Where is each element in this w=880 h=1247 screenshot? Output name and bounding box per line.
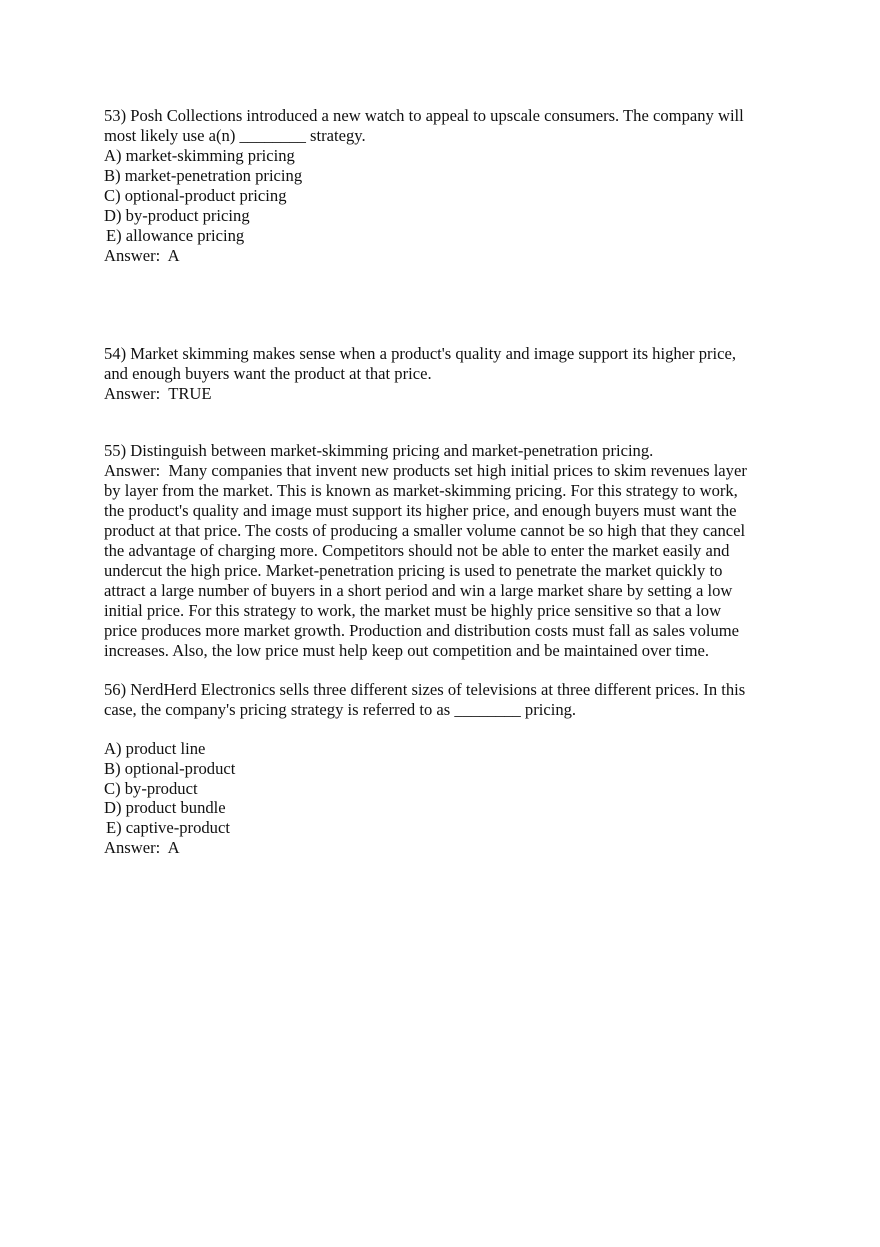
question-56-stem-line-2: case, the company's pricing strategy is referred to as ________ pricing. — [104, 700, 577, 719]
question-55-answer-line-7: attract a large number of buyers in a short period and win a large market share by setting a low — [104, 581, 733, 600]
question-56-answer: Answer: A — [104, 838, 180, 857]
question-53-option-c: C) optional-product pricing — [104, 186, 287, 205]
question-55-answer-line-10: increases. Also, the low price must help keep out competition and be maintained over time. — [104, 641, 710, 660]
question-56-option-e: E) captive-product — [106, 818, 230, 837]
question-53-stem-line-2: most likely use a(n) ________ strategy. — [104, 126, 366, 145]
question-55-answer-line-6: undercut the high price. Market-penetration pricing is used to penetrate the market quickly to — [104, 561, 723, 580]
question-53-option-b: B) market-penetration pricing — [104, 166, 303, 185]
question-55-answer-line-5: the advantage of charging more. Competitors should not be able to enter the market easily and — [104, 541, 730, 560]
question-55-answer-line-8: initial price. For this strategy to work, the market must be highly price sensitive so that a low — [104, 601, 722, 620]
question-53-option-a: A) market-skimming pricing — [104, 146, 295, 165]
question-54-answer: Answer: TRUE — [104, 384, 212, 403]
question-53-option-d: D) by-product pricing — [104, 206, 250, 225]
question-56-option-a: A) product line — [104, 739, 206, 758]
question-53-option-e: E) allowance pricing — [106, 226, 245, 245]
question-55-answer-line-1: Answer: Many companies that invent new products set high initial prices to skim revenues layer — [104, 461, 747, 480]
question-53-stem-line-1: 53) Posh Collections introduced a new watch to appeal to upscale consumers. The company will — [104, 106, 744, 125]
question-55-answer-line-4: product at that price. The costs of producing a smaller volume cannot be so high that they cancel — [104, 521, 746, 540]
question-56-option-d: D) product bundle — [104, 798, 226, 817]
question-55-answer-line-9: price produces more market growth. Production and distribution costs must fall as sales volume — [104, 621, 740, 640]
question-55-stem: 55) Distinguish between market-skimming pricing and market-penetration pricing. — [104, 441, 654, 460]
question-54-stem-line-2: and enough buyers want the product at that price. — [104, 364, 432, 383]
question-56-option-b: B) optional-product — [104, 759, 236, 778]
question-54-stem-line-1: 54) Market skimming makes sense when a product's quality and image support its higher price, — [104, 344, 737, 363]
question-55-answer-line-2: by layer from the market. This is known as market-skimming pricing. For this strategy to work, — [104, 481, 738, 500]
question-56-option-c: C) by-product — [104, 779, 198, 798]
question-55-answer-line-3: the product's quality and image must support its higher price, and enough buyers must want the — [104, 501, 737, 520]
question-56-stem-line-1: 56) NerdHerd Electronics sells three different sizes of televisions at three different prices. In this — [104, 680, 746, 699]
question-53-answer: Answer: A — [104, 246, 180, 265]
